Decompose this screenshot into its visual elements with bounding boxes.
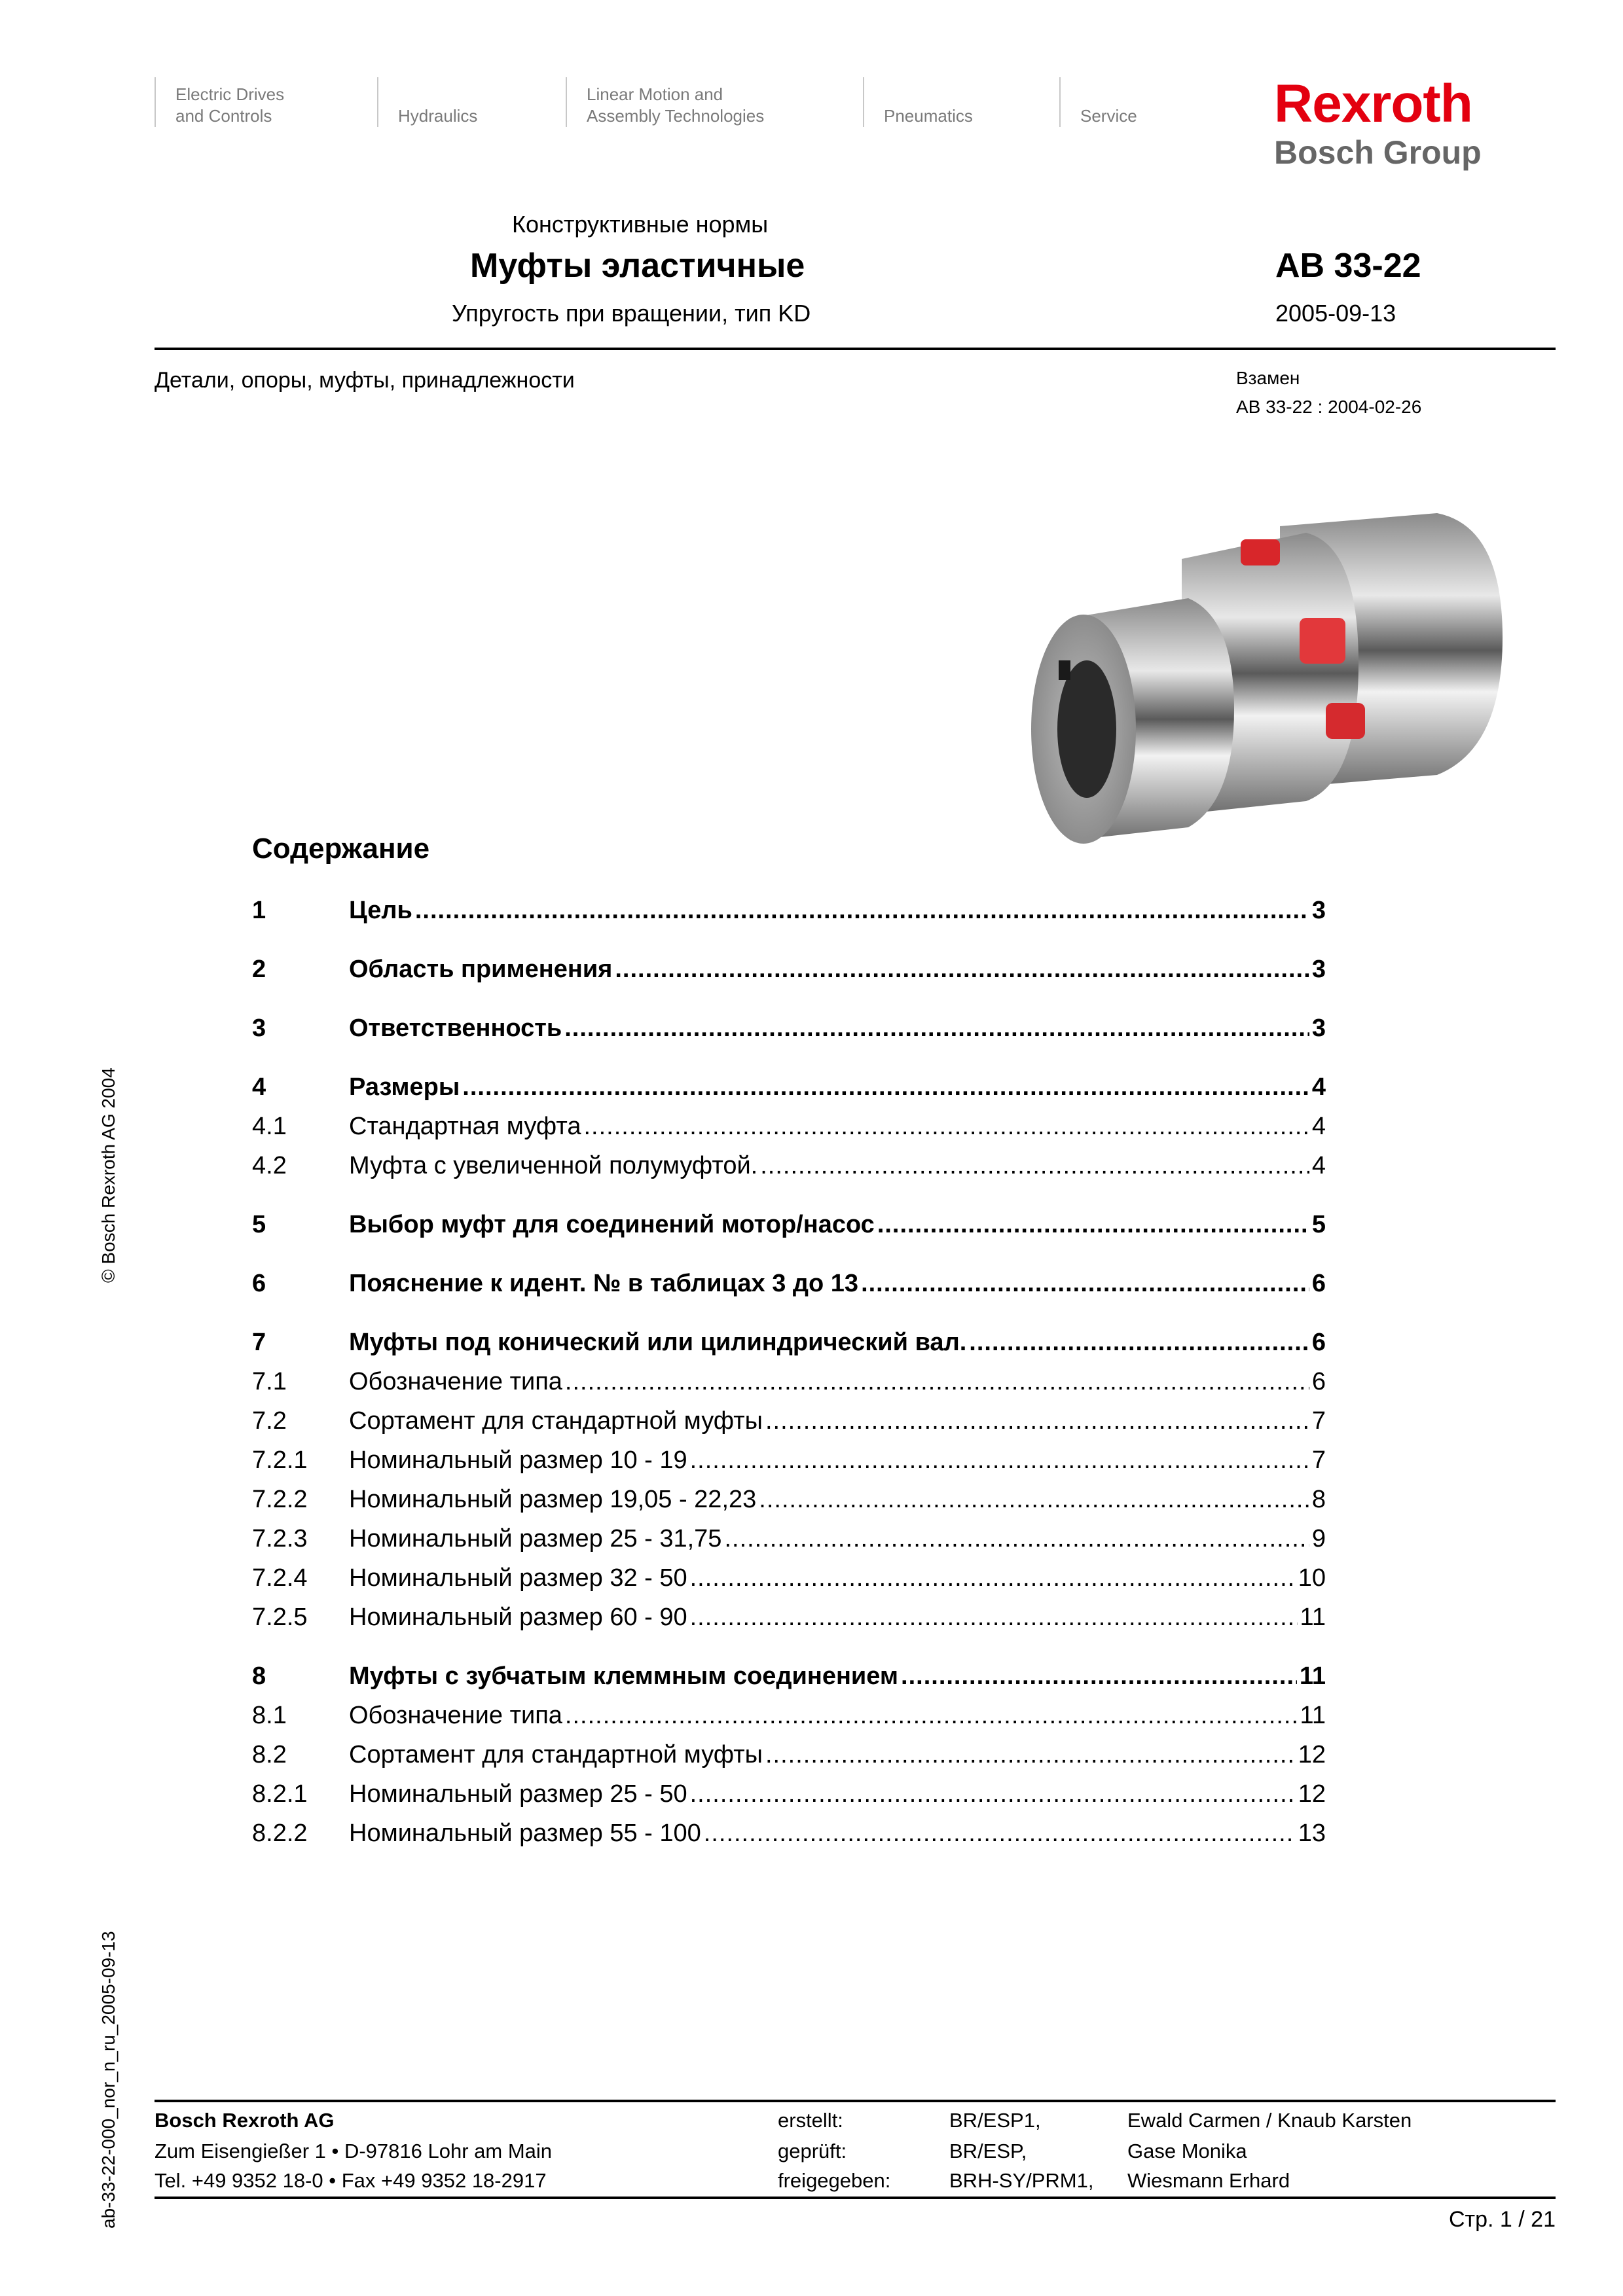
toc-entry-number: 5	[252, 1211, 266, 1238]
toc-entry[interactable]	[252, 1446, 1326, 1478]
toc-entry-title: Область применения	[349, 956, 613, 983]
approval-label: erstellt:	[778, 2109, 843, 2132]
toc-entry-page: 3	[1311, 897, 1326, 924]
toc-entry-title: Сортамент для стандартной муфты	[349, 1741, 763, 1768]
toc-entry[interactable]	[252, 1564, 1326, 1596]
toc-entry-number: 7.2	[252, 1407, 287, 1435]
toc-entry[interactable]	[252, 1270, 1326, 1301]
toc-entry-page: 6	[1311, 1270, 1326, 1297]
header-divider	[155, 348, 1556, 350]
toc-dot-leader	[724, 1525, 1309, 1553]
toc-entry[interactable]	[252, 1407, 1326, 1439]
toc-entry[interactable]	[252, 897, 1326, 928]
spider-segment	[1300, 618, 1345, 664]
toc-entry-number: 7.2.4	[252, 1564, 308, 1592]
toc-entry-title: Номинальный размер 60 - 90	[349, 1604, 687, 1631]
toc-entry-title: Обозначение типа	[349, 1368, 562, 1395]
nav-label-line2: Assembly Technologies	[587, 106, 765, 126]
nav-item-linear-motion[interactable]	[566, 77, 764, 127]
toc-entry-title: Номинальный размер 55 - 100	[349, 1820, 701, 1847]
footer-address: Zum Eisengießer 1 • D-97816 Lohr am Main	[155, 2140, 553, 2162]
toc-entry-title: Ответственность	[349, 1014, 562, 1042]
approval-dept: BR/ESP1,	[949, 2109, 1041, 2132]
toc-entry[interactable]	[252, 1662, 1326, 1694]
coupling-photo	[1018, 487, 1535, 863]
toc-entry-page: 9	[1311, 1525, 1326, 1552]
approval-dept: BR/ESP,	[949, 2140, 1027, 2162]
document-title: Муфты эластичные	[470, 247, 805, 285]
toc-entry-number: 8.1	[252, 1702, 287, 1729]
toc-entry-title: Номинальный размер 25 - 31,75	[349, 1525, 722, 1552]
toc-heading: Содержание	[252, 833, 430, 865]
toc-entry-number: 7.2.5	[252, 1604, 308, 1631]
toc-dot-leader	[565, 1368, 1309, 1396]
toc-entry-number: 7	[252, 1329, 266, 1356]
toc-entry-number: 3	[252, 1014, 266, 1042]
document-number: AB 33-22	[1275, 247, 1421, 285]
toc-entry-title: Номинальный размер 25 - 50	[349, 1780, 687, 1808]
toc-dot-leader	[760, 1152, 1309, 1180]
toc-dot-leader	[765, 1407, 1309, 1435]
toc-entry-title: Пояснение к идент. № в таблицах 3 до 13	[349, 1270, 859, 1297]
toc-dot-leader	[690, 1780, 1296, 1808]
toc-entry[interactable]	[252, 1486, 1326, 1517]
toc-dot-leader	[615, 956, 1309, 984]
copyright-notice: © Bosch Rexroth AG 2004	[98, 1067, 119, 1283]
toc-dot-leader	[901, 1662, 1297, 1691]
toc-entry-page: 11	[1299, 1662, 1326, 1690]
toc-entry[interactable]	[252, 1780, 1326, 1812]
nav-label-line2: Hydraulics	[398, 106, 478, 126]
approval-dept: BRH-SY/PRM1,	[949, 2169, 1094, 2192]
toc-dot-leader	[759, 1486, 1309, 1514]
toc-entry[interactable]	[252, 1368, 1326, 1399]
replaces-value: AB 33-22 : 2004-02-26	[1236, 397, 1422, 417]
toc-entry-number: 4	[252, 1073, 266, 1101]
toc-entry-page: 10	[1298, 1564, 1326, 1592]
toc-entry-number: 8	[252, 1662, 266, 1690]
toc-entry-number: 1	[252, 897, 266, 924]
toc-entry-number: 7.1	[252, 1368, 287, 1395]
toc-entry[interactable]	[252, 1820, 1326, 1851]
logo-group: Bosch Group	[1274, 134, 1482, 171]
nav-label-line2: Pneumatics	[884, 106, 973, 126]
toc-entry-title: Номинальный размер 32 - 50	[349, 1564, 687, 1592]
nav-label-line2: and Controls	[175, 106, 272, 126]
file-identifier: ab-33-22-000_nor_n_ru_2005-09-13	[98, 1931, 119, 2229]
toc-entry-page: 11	[1300, 1604, 1326, 1631]
toc-entry-page: 12	[1298, 1741, 1326, 1768]
document-section: Детали, опоры, муфты, принадлежности	[155, 368, 575, 393]
toc-entry[interactable]	[252, 1152, 1326, 1183]
footer-bottom-rule	[155, 2197, 1556, 2199]
toc-entry-title: Выбор муфт для соединений мотор/насос	[349, 1211, 875, 1238]
footer-company: Bosch Rexroth AG	[155, 2109, 335, 2132]
toc-dot-leader	[415, 897, 1309, 925]
toc-entry-number: 8.2.1	[252, 1780, 308, 1808]
toc-entry-title: Номинальный размер 19,05 - 22,23	[349, 1486, 757, 1513]
toc-entry-number: 6	[252, 1270, 266, 1297]
document-date: 2005-09-13	[1275, 300, 1396, 327]
toc-entry[interactable]	[252, 1113, 1326, 1144]
toc-entry-page: 12	[1298, 1780, 1326, 1808]
toc-entry-page: 7	[1311, 1407, 1326, 1435]
toc-entry-page: 4	[1311, 1152, 1326, 1179]
toc-entry-number: 4.1	[252, 1113, 287, 1140]
toc-entry-number: 8.2	[252, 1741, 287, 1768]
approval-name: Gase Monika	[1127, 2140, 1247, 2162]
toc-dot-leader	[704, 1820, 1296, 1848]
bore	[1057, 660, 1116, 798]
toc-entry[interactable]	[252, 1741, 1326, 1772]
toc-entry-number: 2	[252, 956, 266, 983]
footer-contact: Tel. +49 9352 18-0 • Fax +49 9352 18-2917	[155, 2169, 547, 2192]
toc-entry[interactable]	[252, 1702, 1326, 1733]
toc-entry[interactable]	[252, 1211, 1326, 1242]
toc-dot-leader	[690, 1564, 1296, 1592]
toc-dot-leader	[765, 1741, 1296, 1769]
toc-entry-page: 6	[1311, 1368, 1326, 1395]
toc-dot-leader	[877, 1211, 1309, 1239]
toc-entry-title: Обозначение типа	[349, 1702, 562, 1729]
toc-entry[interactable]	[252, 1525, 1326, 1556]
toc-entry[interactable]	[252, 1014, 1326, 1046]
nav-label-line1: Linear Motion and	[587, 84, 723, 104]
page-number: Стр. 1 / 21	[1449, 2207, 1556, 2232]
toc-entry-title: Муфта с увеличенной полумуфтой.	[349, 1152, 758, 1179]
nav-item-service[interactable]	[1059, 77, 1137, 127]
approval-name: Ewald Carmen / Knaub Karsten	[1127, 2109, 1412, 2132]
toc-entry-title: Муфты с зубчатым клеммным соединением	[349, 1662, 899, 1690]
toc-entry-page: 3	[1311, 1014, 1326, 1042]
nav-item-hydraulics[interactable]	[377, 77, 477, 127]
toc-entry-page: 11	[1300, 1702, 1326, 1729]
document-category: Конструктивные нормы	[512, 211, 769, 238]
footer-top-rule	[155, 2100, 1556, 2102]
replaces-label: Взамен	[1236, 368, 1300, 388]
coupling-icon	[1018, 487, 1535, 863]
toc-dot-leader	[969, 1329, 1309, 1357]
toc-entry-page: 3	[1311, 956, 1326, 983]
approval-label: geprüft:	[778, 2140, 847, 2162]
toc-entry-number: 7.2.1	[252, 1446, 308, 1474]
toc-dot-leader	[564, 1014, 1309, 1043]
toc-entry[interactable]	[252, 956, 1326, 987]
toc-entry-page: 6	[1311, 1329, 1326, 1356]
nav-item-pneumatics[interactable]	[863, 77, 973, 127]
nav-label-line1: Electric Drives	[175, 84, 285, 104]
toc-entry-number: 4.2	[252, 1152, 287, 1179]
toc-dot-leader	[583, 1113, 1309, 1141]
spider-segment	[1326, 703, 1365, 739]
toc-entry-number: 7.2.2	[252, 1486, 308, 1513]
toc-entry-page: 8	[1311, 1486, 1326, 1513]
toc-entry-title: Муфты под конический или цилиндрический вал.	[349, 1329, 967, 1356]
toc-entry-title: Стандартная муфта	[349, 1113, 581, 1140]
toc-entry-page: 4	[1311, 1073, 1326, 1101]
toc-dot-leader	[690, 1446, 1309, 1475]
approval-name: Wiesmann Erhard	[1127, 2169, 1290, 2192]
toc-entry[interactable]	[252, 1073, 1326, 1105]
toc-entry-page: 5	[1311, 1211, 1326, 1238]
nav-label-line2: Service	[1080, 106, 1137, 126]
logo-brand: Rexroth	[1274, 74, 1472, 134]
toc-entry-page: 7	[1311, 1446, 1326, 1474]
toc-entry-number: 7.2.3	[252, 1525, 308, 1552]
toc-dot-leader	[565, 1702, 1298, 1730]
document-subtitle: Упругость при вращении, тип KD	[452, 300, 811, 327]
toc-entry-number: 8.2.2	[252, 1820, 308, 1847]
toc-entry-title: Цель	[349, 897, 412, 924]
approval-label: freigegeben:	[778, 2169, 891, 2192]
toc-entry-title: Размеры	[349, 1073, 460, 1101]
rexroth-logo	[1274, 74, 1482, 171]
toc-entry-title: Сортамент для стандартной муфты	[349, 1407, 763, 1435]
toc-entry[interactable]	[252, 1329, 1326, 1360]
spider-segment	[1241, 539, 1280, 565]
toc-entry-page: 13	[1298, 1820, 1326, 1847]
keyway	[1059, 660, 1070, 680]
toc-entry[interactable]	[252, 1604, 1326, 1635]
toc-entry-page: 4	[1311, 1113, 1326, 1140]
toc-dot-leader	[690, 1604, 1298, 1632]
nav-item-electric-drives[interactable]	[155, 77, 284, 127]
toc-dot-leader	[861, 1270, 1309, 1298]
toc-entry-title: Номинальный размер 10 - 19	[349, 1446, 687, 1474]
toc-dot-leader	[462, 1073, 1309, 1102]
